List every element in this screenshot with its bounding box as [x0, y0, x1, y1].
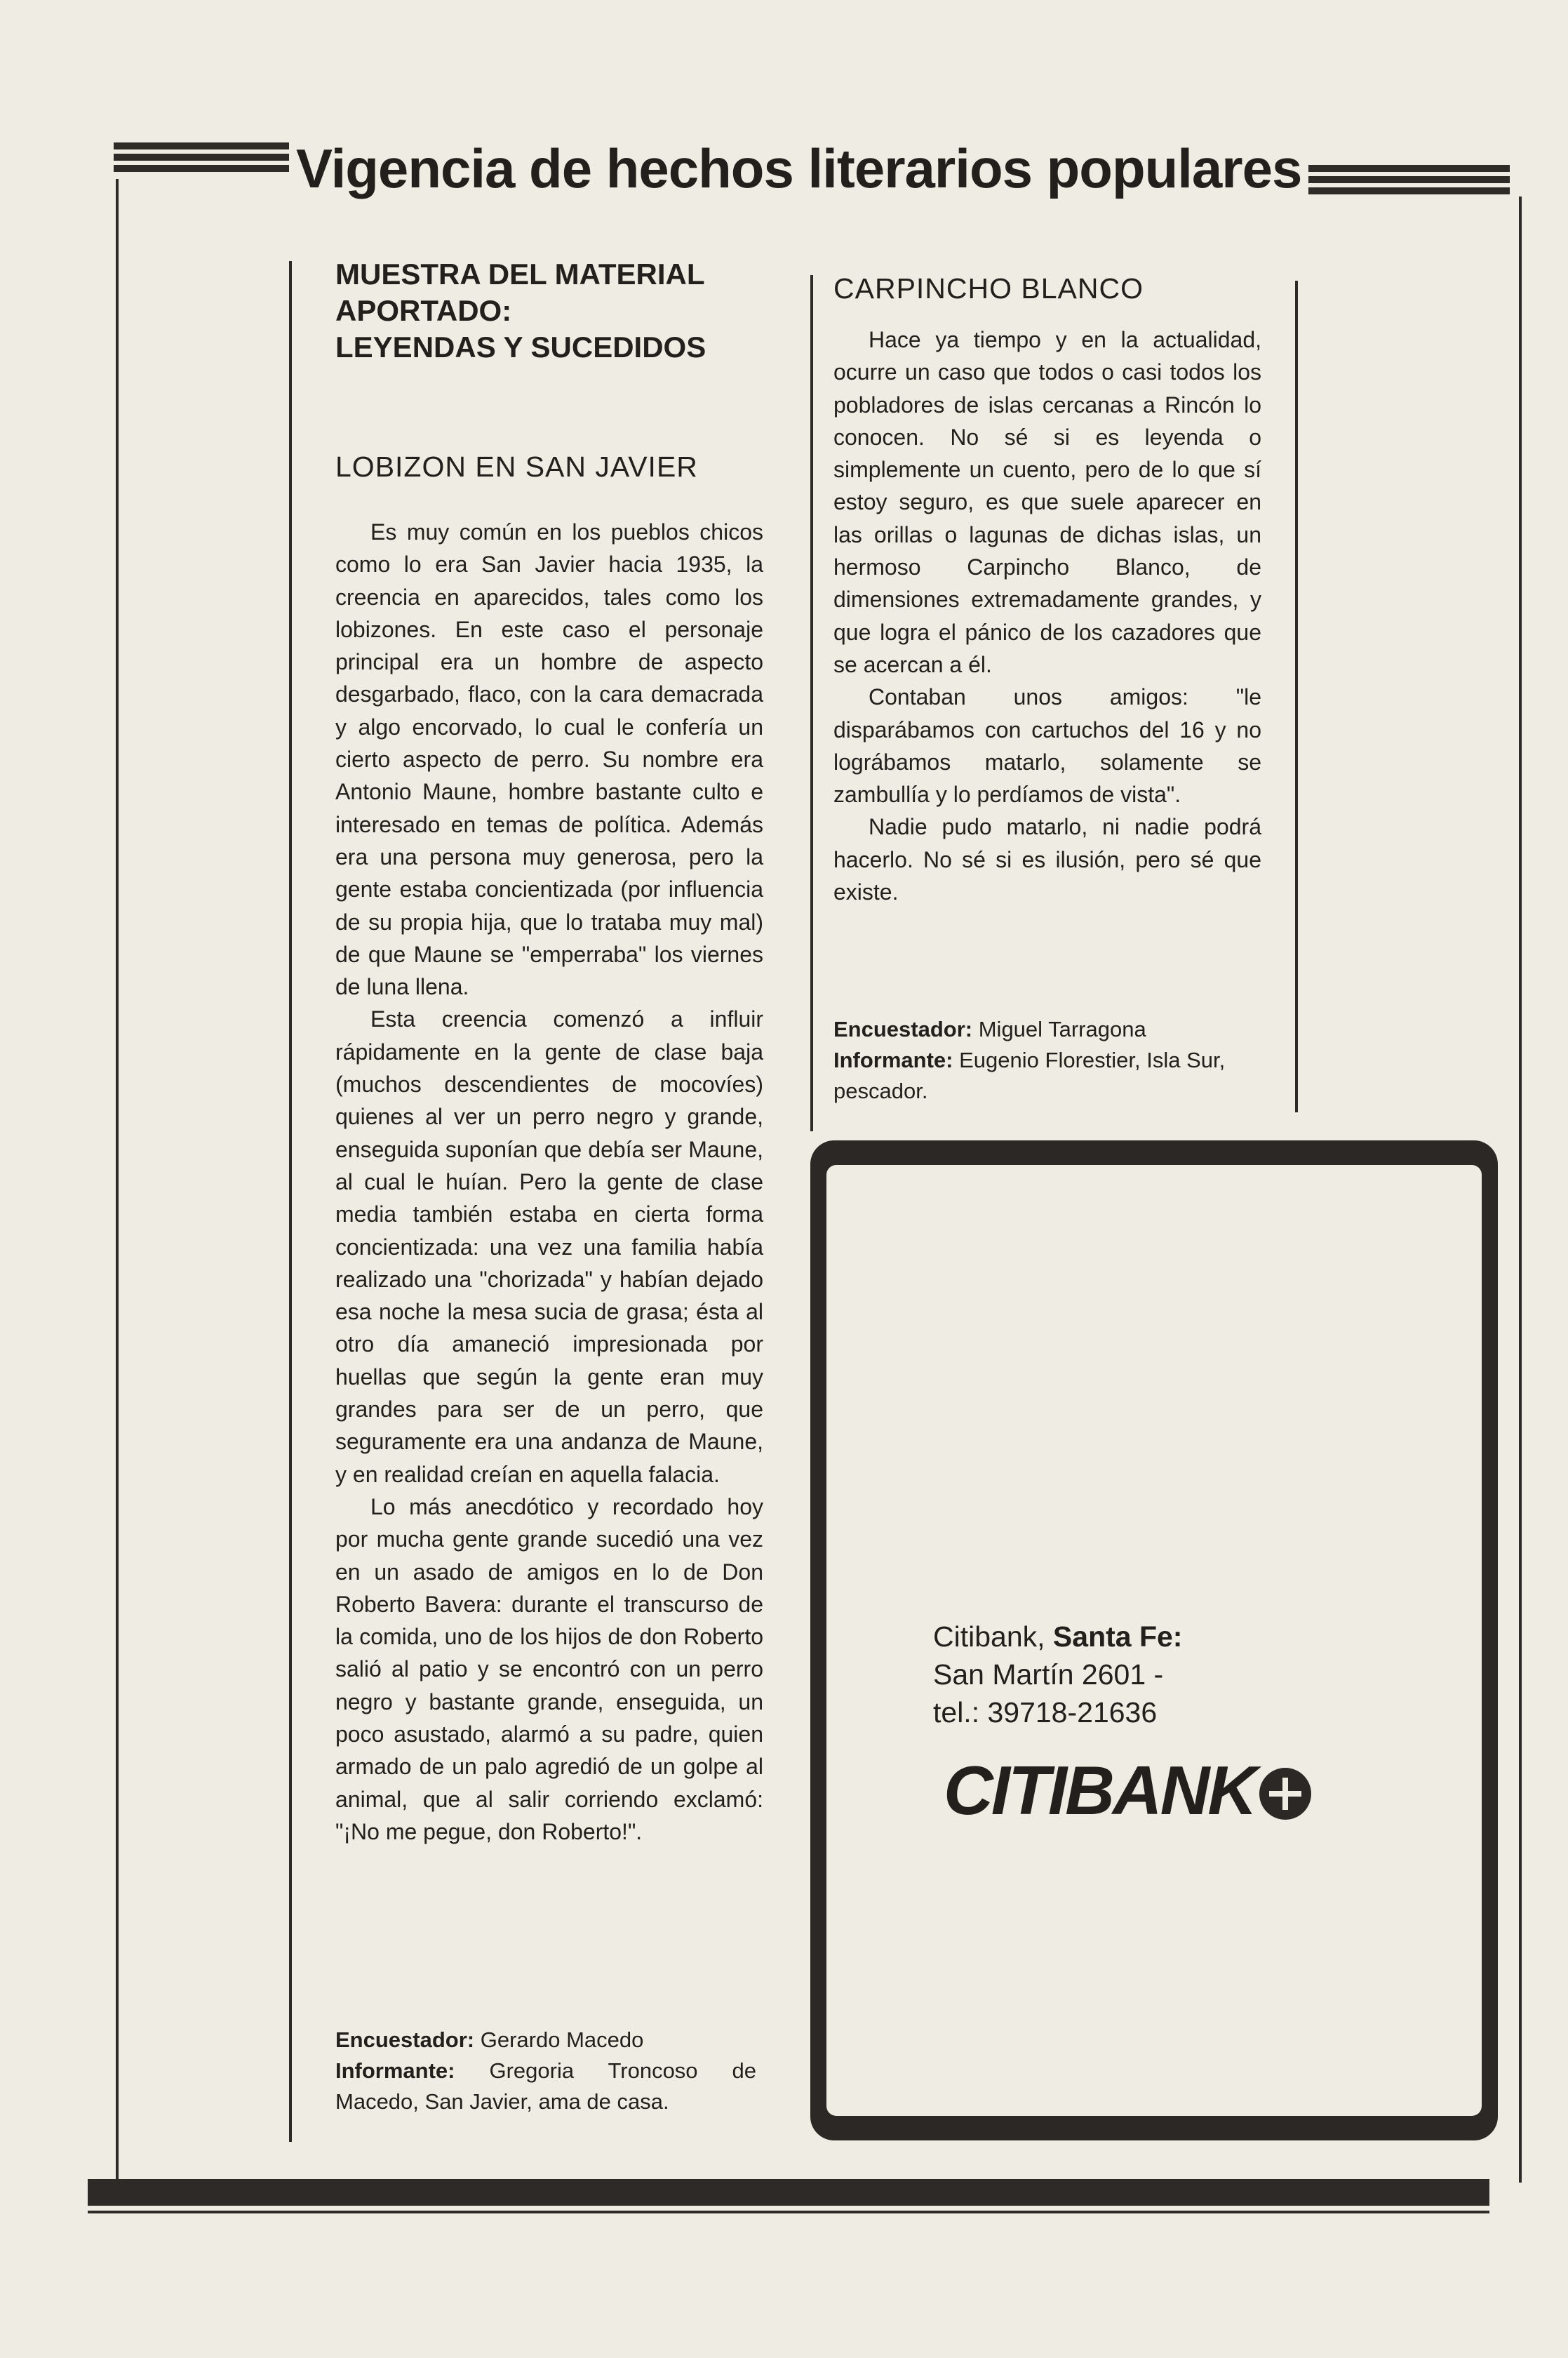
left-column: [335, 256, 763, 2114]
credit-label: Encuestador:: [335, 2027, 475, 2052]
credit-encuestador: [335, 2025, 756, 2056]
credit-value: Gregoria Troncoso de Macedo, San Javier, ama de casa.: [335, 2058, 756, 2114]
header-rule: [114, 142, 296, 149]
footer-rule: [88, 2211, 1489, 2213]
credit-label: Encuestador:: [833, 1017, 973, 1041]
frame-left-rule: [116, 179, 119, 2183]
page-header: [114, 137, 1510, 200]
citibank-logo: [944, 1751, 1311, 1830]
credit-value: Eugenio Florestier, Isla Sur, pescador.: [833, 1048, 1226, 1103]
column-rule: [1295, 281, 1298, 1112]
ad-phone: tel.: 39718-21636: [933, 1696, 1158, 1728]
credit-informante: [833, 1045, 1254, 1107]
paragraph: Hace ya tiempo y en la actualidad, ocurre un caso que todos o casi todos los pobladores de islas cercanas a Rincón lo conocen. No sé si es leyenda o simplemente un cuento, pero de lo que sí estoy seguro, es que suele aparecer en las orillas o lagunas de dichas islas, un hermoso Carpincho Blanco, de dimensiones extremadamente grandes, y que logra el pánico de los cazadores que se acercan a él.: [833, 327, 1261, 677]
header-rule: [1292, 176, 1510, 183]
story-body-carpincho: [833, 324, 1261, 908]
paragraph: Esta creencia comenzó a influir rápidamente en la gente de clase baja (muchos descendientes de mocovíes) quienes al ver un perro negro y grande, enseguida suponían que debía ser Maune, al cual le huían. Pero la gente de clase media también estaba en cierta forma concientizada: una vez una familia había realizado una "chorizada" y habían dejado esa noche la mesa sucia de grasa; ésta al otro día amaneció impresionada por huellas que según la gente eran muy grandes para ser de un perro, que seguramente era una andanza de Maune, y en realidad creían en aquella falacia.: [335, 1006, 763, 1487]
story-title-carpincho: CARPINCHO BLANCO: [833, 272, 1144, 305]
credits-lobizon: [335, 2025, 756, 2117]
column-rule: [289, 261, 292, 2142]
section-heading-line: MUESTRA DEL MATERIAL: [335, 258, 705, 291]
credit-informante: [335, 2056, 756, 2117]
citibank-logo-text: CITIBANK: [944, 1752, 1256, 1829]
section-heading-line: APORTADO:: [335, 294, 512, 327]
paragraph: Nadie pudo matarlo, ni nadie podrá hacerlo. No sé si es ilusión, pero sé que existe.: [833, 814, 1261, 905]
header-rule: [114, 165, 296, 172]
paragraph: Contaban unos amigos: "le disparábamos con cartuchos del 16 y no lográbamos matarlo, solamente se zambullía y lo perdíamos de vista".: [833, 684, 1261, 808]
credit-label: Informante:: [335, 2058, 455, 2083]
credit-encuestador: [833, 1014, 1254, 1045]
ad-address: San Martín 2601 -: [933, 1658, 1164, 1691]
ad-brand-line: [933, 1618, 1182, 1656]
paragraph: Lo más anecdótico y recordado hoy por mucha gente grande sucedió una vez en un asado de amigos en lo de Don Roberto Bavera: durante el transcurso de la comida, uno de los hijos de don Roberto salió al patio y se encontró con un perro negro y bastante grande, enseguida, un poco asustado, alarmó a su padre, quien armado de un palo agredió de un golpe al animal, que al salir corriendo exclamó: "¡No me pegue, don Roberto!".: [335, 1493, 763, 1844]
story-title-lobizon: LOBIZON EN SAN JAVIER: [335, 451, 698, 483]
credit-value: Miguel Tarragona: [978, 1017, 1146, 1041]
section-heading: [335, 256, 763, 366]
right-column: [833, 270, 1261, 1103]
ad-brand: Citibank,: [933, 1620, 1045, 1653]
section-heading-line: LEYENDAS Y SUCEDIDOS: [335, 331, 706, 364]
credits-carpincho: [833, 1014, 1254, 1107]
ad-address-block: [933, 1618, 1182, 1731]
footer-bar: [88, 2179, 1489, 2206]
credit-label: Informante:: [833, 1048, 953, 1072]
header-rule: [114, 154, 296, 161]
story-body-lobizon: [335, 516, 763, 1848]
credit-value: Gerardo Macedo: [480, 2027, 644, 2052]
ad-city: Santa Fe:: [1052, 1620, 1183, 1653]
header-rule: [1292, 187, 1510, 194]
header-rule: [1292, 165, 1510, 172]
paragraph: Es muy común en los pueblos chicos como lo era San Javier hacia 1935, la creencia en aparecidos, tales como los lobizones. En este caso el personaje principal era un hombre de aspecto desgarbado, flaco, con la cara demacrada y algo encorvado, lo cual le confería un cierto aspecto de perro. Su nombre era Antonio Maune, hombre bastante culto e interesado en temas de política. Además era una persona muy generosa, pero la gente estaba concientizada (por influencia de su propia hija, que lo trataba muy mal) de que Maune se "emperraba" los viernes de luna llena.: [335, 519, 763, 1000]
column-rule: [810, 275, 813, 1131]
citibank-plus-circle-icon: [1259, 1768, 1311, 1820]
page-title: Vigencia de hechos literarios populares: [289, 137, 1308, 200]
frame-right-rule: [1519, 196, 1522, 2183]
